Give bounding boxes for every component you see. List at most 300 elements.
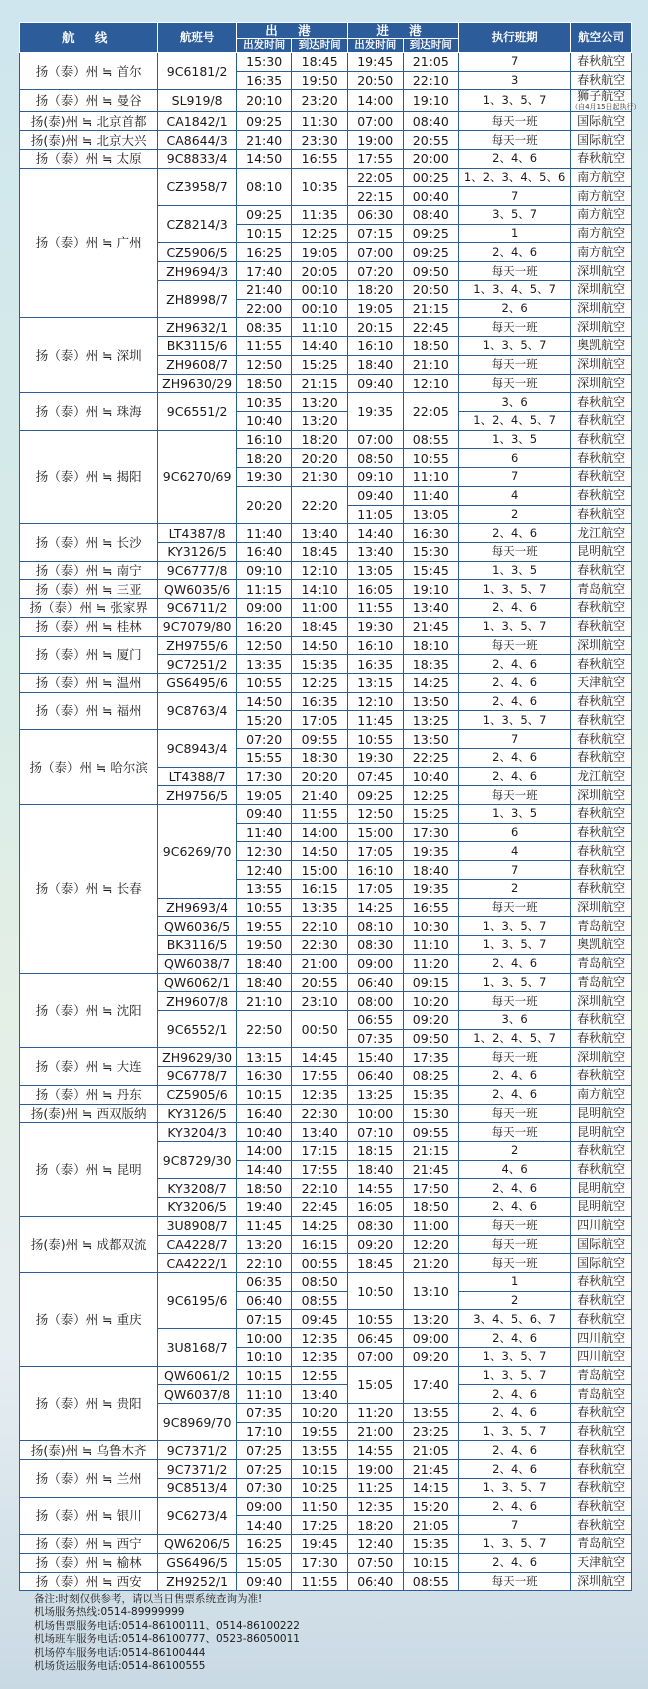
- outbound-departure-cell: [236, 561, 292, 580]
- flight-number-cell: [158, 131, 237, 150]
- airline-cell: [571, 243, 632, 262]
- header-route: 航 线: [20, 23, 158, 53]
- outbound-arrival-cell: [292, 1160, 348, 1179]
- route-cell: [20, 1123, 158, 1217]
- route-cell: [20, 730, 158, 805]
- schedule-text: 1、3、5、7: [482, 338, 547, 353]
- outbound-departure-cell: [236, 149, 292, 168]
- schedule-cell: [459, 149, 571, 168]
- schedule-cell: [459, 730, 571, 749]
- schedule-text: 每天一班: [491, 1105, 538, 1120]
- inbound-departure-cell: [347, 1273, 403, 1310]
- flight-number-text: ZH9607/8: [166, 993, 229, 1009]
- route-cell: [20, 430, 158, 524]
- outbound-arrival-cell: [292, 449, 348, 468]
- airline-text: 春秋航空: [577, 731, 626, 746]
- airline-cell: [571, 112, 632, 131]
- outbound-arrival-text: 16:15: [301, 1236, 338, 1252]
- airline-cell: [571, 1085, 632, 1104]
- inbound-departure-cell: [347, 711, 403, 730]
- airline-cell: [571, 599, 632, 618]
- airline-text: 狮子航空: [577, 89, 626, 104]
- inbound-departure-cell: [347, 898, 403, 917]
- inbound-departure-text: 16:10: [357, 338, 394, 354]
- inbound-arrival-cell: [403, 1310, 459, 1329]
- route-text: 扬（泰）州 ≒ 西宁: [35, 1536, 142, 1552]
- airline-cell: [571, 505, 632, 524]
- flight-number-cell: [158, 1048, 237, 1067]
- schedule-text: 3、6: [501, 394, 528, 409]
- outbound-arrival-cell: [292, 542, 348, 561]
- inbound-departure-text: 14:00: [357, 93, 394, 109]
- outbound-departure-text: 21:40: [246, 132, 283, 148]
- route-cell: [20, 53, 158, 90]
- route-text: 扬(泰)州 ≒ 北京大兴: [30, 132, 147, 148]
- airline-text: 昆明航空: [577, 544, 626, 559]
- inbound-arrival-text: 21:10: [412, 357, 449, 373]
- inbound-arrival-cell: [403, 1347, 459, 1366]
- outbound-arrival-cell: [292, 1478, 348, 1497]
- schedule-text: 3、5、7: [492, 207, 538, 222]
- airline-text: 春秋航空: [577, 1068, 626, 1083]
- outbound-arrival-cell: [292, 1535, 348, 1554]
- outbound-departure-cell: [236, 786, 292, 805]
- outbound-departure-text: 10:00: [246, 1330, 283, 1346]
- route-cell: [20, 112, 158, 131]
- schedule-cell: [459, 486, 571, 505]
- schedule-cell: [459, 636, 571, 655]
- route-text: 扬（泰）州 ≒ 福州: [35, 703, 142, 719]
- route-cell: [20, 318, 158, 393]
- inbound-departure-cell: [347, 674, 403, 693]
- outbound-departure-text: 18:40: [246, 974, 283, 990]
- outbound-departure-text: 16:25: [246, 244, 283, 260]
- inbound-departure-cell: [347, 1254, 403, 1273]
- airline-cell: [571, 1010, 632, 1029]
- outbound-arrival-text: 11:00: [301, 600, 338, 616]
- inbound-arrival-text: 21:45: [412, 619, 449, 635]
- outbound-departure-text: 17:30: [246, 768, 283, 784]
- inbound-arrival-cell: [403, 1067, 459, 1086]
- inbound-departure-text: 18:40: [357, 1162, 394, 1178]
- table-row: [20, 1085, 632, 1104]
- outbound-departure-text: 09:40: [246, 1573, 283, 1589]
- inbound-departure-cell: [347, 1422, 403, 1441]
- table-row: [20, 636, 632, 655]
- inbound-arrival-cell: [403, 542, 459, 561]
- outbound-departure-cell: [236, 973, 292, 992]
- outbound-arrival-text: 22:10: [301, 918, 338, 934]
- inbound-departure-cell: [347, 973, 403, 992]
- outbound-arrival-cell: [292, 1291, 348, 1310]
- inbound-departure-cell: [347, 374, 403, 393]
- inbound-arrival-text: 11:10: [412, 469, 449, 485]
- outbound-departure-text: 11:45: [246, 1218, 283, 1234]
- inbound-departure-text: 06:40: [357, 1573, 394, 1589]
- outbound-departure-text: 07:30: [246, 1480, 283, 1496]
- flight-number-text: 9C6269/70: [162, 843, 232, 859]
- inbound-departure-cell: [347, 486, 403, 505]
- inbound-departure-cell: [347, 337, 403, 356]
- outbound-departure-text: 14:50: [246, 151, 283, 167]
- outbound-departure-text: 12:40: [246, 862, 283, 878]
- inbound-arrival-text: 19:35: [412, 881, 449, 897]
- inbound-departure-cell: [347, 805, 403, 824]
- inbound-arrival-cell: [403, 90, 459, 112]
- outbound-departure-cell: [236, 318, 292, 337]
- route-text: 扬（泰）州 ≒ 广州: [35, 235, 142, 251]
- route-text: 扬(泰)州 ≒ 西双版纳: [30, 1105, 147, 1121]
- inbound-departure-cell: [347, 767, 403, 786]
- schedule-text: 1、3、5、7: [482, 619, 547, 634]
- outbound-departure-text: 09:25: [246, 207, 283, 223]
- airline-text: 春秋航空: [577, 151, 626, 166]
- schedule-text: 1、3、5: [492, 432, 538, 447]
- inbound-departure-cell: [347, 748, 403, 767]
- schedule-cell: [459, 449, 571, 468]
- outbound-arrival-text: 14:10: [301, 581, 338, 597]
- airline-text: 南方航空: [577, 1087, 626, 1102]
- airline-text: 国际航空: [577, 132, 626, 147]
- inbound-arrival-cell: [403, 692, 459, 711]
- airline-cell: [571, 168, 632, 187]
- inbound-departure-cell: [347, 1010, 403, 1029]
- inbound-departure-cell: [347, 168, 403, 187]
- inbound-arrival-text: 15:35: [412, 1087, 449, 1103]
- flight-number-text: LT4387/8: [168, 525, 226, 541]
- outbound-departure-cell: [236, 954, 292, 973]
- flight-number-cell: [158, 1385, 237, 1404]
- schedule-cell: [459, 1310, 571, 1329]
- route-text: 扬（泰）州 ≒ 长沙: [35, 534, 142, 550]
- airline-text: 深圳航空: [577, 1573, 626, 1588]
- flight-number-text: ZH9694/3: [166, 263, 229, 279]
- flight-number-cell: [158, 992, 237, 1011]
- schedule-cell: [459, 599, 571, 618]
- outbound-departure-cell: [236, 1123, 292, 1142]
- table-row: [20, 617, 632, 636]
- inbound-arrival-text: 08:40: [412, 113, 449, 129]
- header-schedule: 执行班期: [459, 23, 571, 53]
- outbound-arrival-cell: [292, 112, 348, 131]
- inbound-departure-text: 16:05: [357, 1199, 394, 1215]
- route-text: 扬(泰)州 ≒ 成都双流: [30, 1236, 147, 1252]
- inbound-arrival-cell: [403, 318, 459, 337]
- airline-text: 南方航空: [577, 169, 626, 184]
- inbound-departure-text: 13:15: [357, 675, 394, 691]
- airline-cell: [571, 1160, 632, 1179]
- outbound-arrival-cell: [292, 337, 348, 356]
- outbound-departure-text: 10:40: [246, 1124, 283, 1140]
- outbound-departure-text: 16:25: [246, 1536, 283, 1552]
- outbound-arrival-text: 13:20: [301, 413, 338, 429]
- flight-number-cell: [158, 1198, 237, 1217]
- airline-cell: [571, 449, 632, 468]
- airline-text: 昆明航空: [577, 1180, 626, 1195]
- inbound-departure-cell: [347, 1048, 403, 1067]
- outbound-arrival-cell: [292, 71, 348, 90]
- outbound-departure-cell: [236, 936, 292, 955]
- inbound-departure-cell: [347, 879, 403, 898]
- inbound-departure-cell: [347, 636, 403, 655]
- outbound-arrival-cell: [292, 355, 348, 374]
- outbound-arrival-text: 13:55: [301, 1442, 338, 1458]
- table-row: [20, 1366, 632, 1385]
- outbound-departure-text: 14:00: [246, 1143, 283, 1159]
- schedule-text: 2: [510, 1143, 519, 1158]
- outbound-departure-text: 22:50: [246, 1021, 283, 1037]
- inbound-arrival-text: 15:30: [412, 544, 449, 560]
- airline-cell: [571, 1254, 632, 1273]
- inbound-departure-text: 11:25: [357, 1480, 394, 1496]
- outbound-departure-text: 22:00: [246, 300, 283, 316]
- note-service-hotline: 机场服务热线:0514-89999999: [34, 1606, 185, 1619]
- inbound-departure-text: 09:40: [357, 375, 394, 391]
- outbound-arrival-text: 22:45: [301, 1199, 338, 1215]
- airline-text: 春秋航空: [577, 563, 626, 578]
- outbound-arrival-text: 12:35: [301, 1087, 338, 1103]
- schedule-cell: [459, 1010, 571, 1029]
- airline-cell: [571, 1048, 632, 1067]
- outbound-arrival-text: 20:20: [301, 450, 338, 466]
- airline-cell: [571, 842, 632, 861]
- flight-number-text: 9C6711/2: [166, 600, 228, 616]
- outbound-arrival-cell: [292, 580, 348, 599]
- outbound-arrival-cell: [292, 561, 348, 580]
- outbound-arrival-text: 15:25: [301, 357, 338, 373]
- route-cell: [20, 524, 158, 561]
- outbound-arrival-text: 19:55: [301, 1424, 338, 1440]
- schedule-cell: [459, 411, 571, 430]
- inbound-arrival-cell: [403, 1085, 459, 1104]
- route-cell: [20, 393, 158, 430]
- outbound-arrival-text: 14:00: [301, 825, 338, 841]
- outbound-arrival-text: 16:15: [301, 881, 338, 897]
- airline-cell: [571, 1235, 632, 1254]
- route-cell: [20, 90, 158, 112]
- inbound-arrival-cell: [403, 898, 459, 917]
- table-row: [20, 973, 632, 992]
- airline-cell: [571, 318, 632, 337]
- airline-text: 昆明航空: [577, 1199, 626, 1214]
- inbound-departure-text: 09:00: [357, 956, 394, 972]
- inbound-departure-cell: [347, 1179, 403, 1198]
- inbound-departure-cell: [347, 149, 403, 168]
- airline-cell: [571, 1291, 632, 1310]
- outbound-arrival-text: 10:35: [301, 179, 338, 195]
- inbound-departure-text: 12:35: [357, 1498, 394, 1514]
- inbound-arrival-text: 09:15: [412, 974, 449, 990]
- header-in-dep: 出发时间: [347, 39, 403, 53]
- airline-cell: [571, 1179, 632, 1198]
- flight-number-cell: [158, 262, 237, 281]
- inbound-arrival-text: 21:45: [412, 1162, 449, 1178]
- inbound-departure-cell: [347, 561, 403, 580]
- airline-cell: [571, 861, 632, 880]
- outbound-departure-text: 16:20: [246, 619, 283, 635]
- schedule-text: 1、2、3、4、5、6: [463, 169, 566, 184]
- flight-number-text: 9C6270/69: [162, 469, 232, 485]
- outbound-departure-text: 06:40: [246, 1293, 283, 1309]
- inbound-departure-text: 19:35: [357, 403, 394, 419]
- outbound-arrival-text: 17:25: [301, 1517, 338, 1533]
- header-outbound: 出 港: [236, 23, 347, 39]
- inbound-arrival-cell: [403, 823, 459, 842]
- outbound-arrival-text: 20:55: [301, 974, 338, 990]
- schedule-cell: [459, 542, 571, 561]
- inbound-departure-text: 18:15: [357, 1143, 394, 1159]
- table-row: [20, 730, 632, 749]
- airline-cell: [571, 1104, 632, 1123]
- inbound-departure-text: 07:35: [357, 1031, 394, 1047]
- inbound-departure-cell: [347, 280, 403, 299]
- inbound-departure-cell: [347, 505, 403, 524]
- inbound-departure-cell: [347, 1123, 403, 1142]
- flight-number-cell: [158, 1478, 237, 1497]
- inbound-arrival-text: 13:05: [412, 506, 449, 522]
- outbound-departure-text: 13:55: [246, 881, 283, 897]
- route-text: 扬（泰）州 ≒ 哈尔滨: [29, 759, 148, 775]
- outbound-arrival-text: 13:40: [301, 525, 338, 541]
- inbound-arrival-text: 15:20: [412, 1498, 449, 1514]
- flight-number-cell: [158, 898, 237, 917]
- airline-text: 深圳航空: [577, 787, 626, 802]
- outbound-departure-cell: [236, 879, 292, 898]
- flight-number-text: 9C8943/4: [166, 740, 228, 756]
- airline-cell: [571, 898, 632, 917]
- route-cell: [20, 1104, 158, 1123]
- flight-number-text: ZH9693/4: [166, 899, 229, 915]
- inbound-arrival-text: 21:20: [412, 1255, 449, 1271]
- inbound-departure-text: 22:05: [357, 169, 394, 185]
- outbound-departure-text: 10:55: [246, 899, 283, 915]
- inbound-departure-cell: [347, 1572, 403, 1591]
- inbound-arrival-cell: [403, 299, 459, 318]
- airline-text: 春秋航空: [577, 1517, 626, 1532]
- airline-text: 春秋航空: [577, 469, 626, 484]
- schedule-cell: [459, 355, 571, 374]
- airline-text: 春秋航空: [577, 656, 626, 671]
- outbound-departure-cell: [236, 112, 292, 131]
- route-text: 扬（泰）州 ≒ 首尔: [35, 63, 142, 79]
- inbound-arrival-cell: [403, 879, 459, 898]
- airline-text: 春秋航空: [577, 1012, 626, 1027]
- schedule-text: 每天一班: [491, 1255, 538, 1270]
- schedule-text: 1、3、5、7: [482, 1480, 547, 1495]
- outbound-arrival-cell: [292, 1141, 348, 1160]
- flight-number-cell: [158, 973, 237, 992]
- outbound-departure-text: 18:50: [246, 375, 283, 391]
- outbound-arrival-text: 11:35: [301, 207, 338, 223]
- airline-text: 春秋航空: [577, 1293, 626, 1308]
- airline-text: 昆明航空: [577, 1105, 626, 1120]
- outbound-arrival-cell: [292, 1310, 348, 1329]
- outbound-arrival-cell: [292, 1553, 348, 1572]
- flight-number-text: BK3116/5: [166, 937, 228, 953]
- flight-number-text: GS6496/5: [166, 1555, 228, 1571]
- flight-number-cell: [158, 1553, 237, 1572]
- outbound-departure-cell: [236, 1441, 292, 1460]
- outbound-departure-text: 19:50: [246, 937, 283, 953]
- schedule-text: 3、4、5、6、7: [473, 1311, 556, 1326]
- inbound-arrival-text: 09:55: [412, 1124, 449, 1140]
- outbound-arrival-text: 20:20: [301, 768, 338, 784]
- inbound-arrival-cell: [403, 711, 459, 730]
- airline-cell: [571, 992, 632, 1011]
- outbound-arrival-cell: [292, 1404, 348, 1423]
- inbound-departure-cell: [347, 468, 403, 487]
- schedule-text: 2、4、6: [492, 1461, 538, 1476]
- flight-number-text: 9C8763/4: [166, 703, 228, 719]
- airline-text: 春秋航空: [577, 825, 626, 840]
- inbound-departure-text: 16:10: [357, 862, 394, 878]
- inbound-arrival-cell: [403, 1460, 459, 1479]
- schedule-cell: [459, 786, 571, 805]
- outbound-departure-cell: [236, 1067, 292, 1086]
- airline-cell: [571, 580, 632, 599]
- schedule-cell: [459, 243, 571, 262]
- outbound-arrival-cell: [292, 131, 348, 150]
- schedule-text: 每天一班: [491, 787, 538, 802]
- outbound-departure-cell: [236, 1478, 292, 1497]
- inbound-arrival-cell: [403, 786, 459, 805]
- schedule-cell: [459, 1422, 571, 1441]
- inbound-arrival-text: 20:55: [412, 132, 449, 148]
- flight-number-cell: [158, 1067, 237, 1086]
- outbound-departure-text: 15:30: [246, 54, 283, 70]
- inbound-departure-cell: [347, 1235, 403, 1254]
- inbound-departure-text: 16:10: [357, 637, 394, 653]
- route-cell: [20, 1048, 158, 1085]
- flight-number-cell: [158, 524, 237, 543]
- route-text: 扬（泰）州 ≒ 温州: [35, 675, 142, 691]
- flight-number-cell: [158, 786, 237, 805]
- table-row: [20, 1441, 632, 1460]
- inbound-departure-cell: [347, 1160, 403, 1179]
- airline-cell: [571, 1422, 632, 1441]
- airline-cell: [571, 374, 632, 393]
- inbound-arrival-text: 14:15: [412, 1480, 449, 1496]
- airline-text: 国际航空: [577, 1236, 626, 1251]
- inbound-arrival-cell: [403, 280, 459, 299]
- inbound-arrival-cell: [403, 917, 459, 936]
- schedule-text: 每天一班: [491, 637, 538, 652]
- inbound-arrival-cell: [403, 1404, 459, 1423]
- inbound-departure-cell: [347, 786, 403, 805]
- inbound-arrival-text: 22:45: [412, 319, 449, 335]
- inbound-arrival-cell: [403, 53, 459, 72]
- outbound-arrival-text: 08:50: [301, 1274, 338, 1290]
- outbound-arrival-cell: [292, 1572, 348, 1591]
- outbound-arrival-text: 00:10: [301, 282, 338, 298]
- schedule-cell: [459, 767, 571, 786]
- flight-number-text: KY3126/5: [167, 1105, 227, 1121]
- schedule-cell: [459, 1198, 571, 1217]
- schedule-text: 7: [510, 862, 519, 877]
- outbound-arrival-cell: [292, 936, 348, 955]
- outbound-arrival-text: 12:35: [301, 1349, 338, 1365]
- flight-number-text: 9C6273/4: [166, 1508, 228, 1524]
- schedule-text: 每天一班: [491, 375, 538, 390]
- outbound-arrival-cell: [292, 1329, 348, 1348]
- outbound-departure-text: 09:00: [246, 600, 283, 616]
- inbound-arrival-cell: [403, 168, 459, 187]
- outbound-arrival-text: 19:50: [301, 73, 338, 89]
- flight-number-text: 9C8513/4: [166, 1480, 228, 1496]
- inbound-departure-text: 15:40: [357, 1049, 394, 1065]
- outbound-departure-cell: [236, 730, 292, 749]
- inbound-arrival-cell: [403, 767, 459, 786]
